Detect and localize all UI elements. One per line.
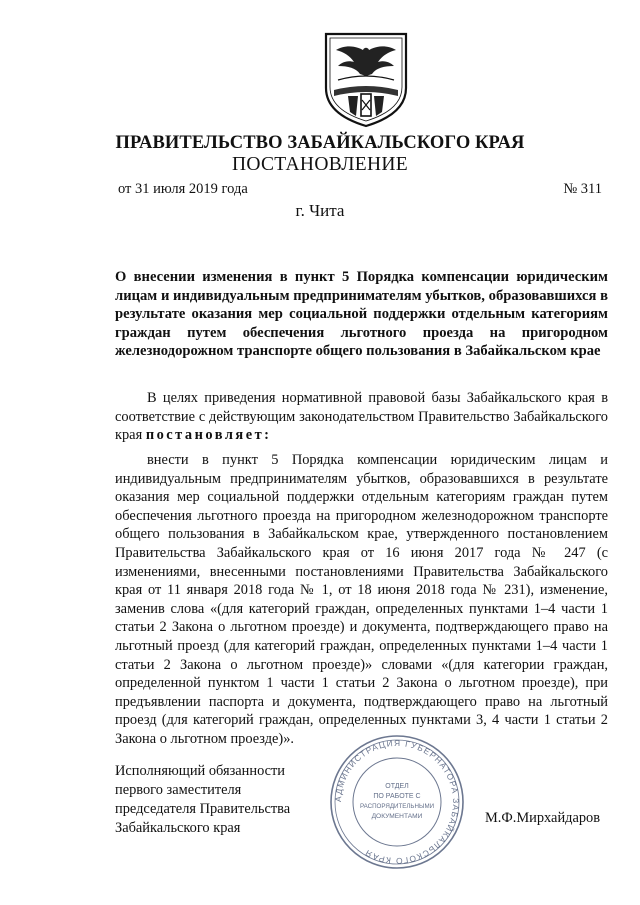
decree-word: постановляет:: [145, 427, 272, 444]
stamp-ring-text: АДМИНИСТРАЦИЯ ГУБЕРНАТОРА ЗАБАЙКАЛЬСКОГО КРАЯ: [332, 737, 462, 867]
document-number: № 311: [563, 181, 602, 197]
signatory-name: М.Ф.Мирхайдаров: [485, 810, 601, 826]
coat-of-arms-emblem: [318, 30, 414, 130]
document-title: О внесении изменения в пункт 5 Порядка компенсации юридическим лицам и индивидуальным предпринимателям убытков, образовавшихся в результате оказания мер социальной поддержки отдельным категориям граждан путем обеспечения льготного проезда на пригородном железнодорожном транспорте общего пользования в Забайкальском крае: [115, 269, 608, 360]
document-date: от 31 июля 2019 года: [118, 181, 248, 197]
preamble-text: В целях приведения нормативной правовой базы Забайкальского края в соответствие с действующим законодательством Правительство Забайкальского края: [115, 390, 608, 444]
stamp-center-line: ПО РАБОТЕ С: [373, 793, 421, 800]
stamp-seal-icon: [327, 732, 467, 872]
organization-name: ПРАВИТЕЛЬСТВО ЗАБАЙКАЛЬСКОГО КРАЯ: [115, 133, 525, 153]
document-city: г. Чита: [295, 201, 345, 220]
signatory-position-line: первого заместителя: [115, 782, 242, 798]
signatory-position-line: председателя Правительства: [115, 801, 291, 817]
official-stamp: [327, 732, 467, 872]
main-paragraph: внести в пункт 5 Порядка компенсации юридическим лицам и индивидуальным предпринимателям убытков, образовавшихся в результате оказания мер социальной поддержки отдельным категориям граждан путем обеспечения льготного проезда на пригородном железнодорожном транспорте общего пользования в Забайкальском крае, утвержденного постановлением Правительства Забайкальского края от 16 июня 2017 года № 247 (с изменениями, внесенными постановлениями Правительства Забайкальского края от 11 января 2018 года № 1, от 18 июня 2018 года № 231), изменение, заменив слова «(для категорий граждан, определенных пунктами 1–4 части 1 статьи 2 Закона о льготном проезде) и документа, подтверждающего право на льготный проезд (для категорий граждан, определенных пунктами 1–4 части 1 статьи 2 Закона о льготном проезде)» словами «(для категории граждан, определенной пунктом 1 части 1 статьи 2 Закона о льготном проезде), при предъявлении паспорта и документа, подтверждающего право на льготный проезд (для категорий граждан, определенных пунктами 3, 4 части 1 статьи 2 Закона о льготном проезде)».: [115, 452, 608, 747]
zabaikalsky-coat-of-arms-icon: [318, 30, 414, 130]
document-type: ПОСТАНОВЛЕНИЕ: [232, 154, 408, 175]
preamble-paragraph: [115, 389, 608, 445]
stamp-center-line: ДОКУМЕНТАМИ: [371, 813, 423, 820]
signatory-position: [115, 762, 290, 838]
stamp-center-line: ОТДЕЛ: [385, 783, 409, 790]
signatory-position-line: Исполняющий обязанности: [115, 763, 286, 779]
stamp-center-line: РАСПОРЯДИТЕЛЬНЫМИ: [359, 803, 435, 810]
signatory-position-line: Забайкальского края: [115, 820, 241, 836]
